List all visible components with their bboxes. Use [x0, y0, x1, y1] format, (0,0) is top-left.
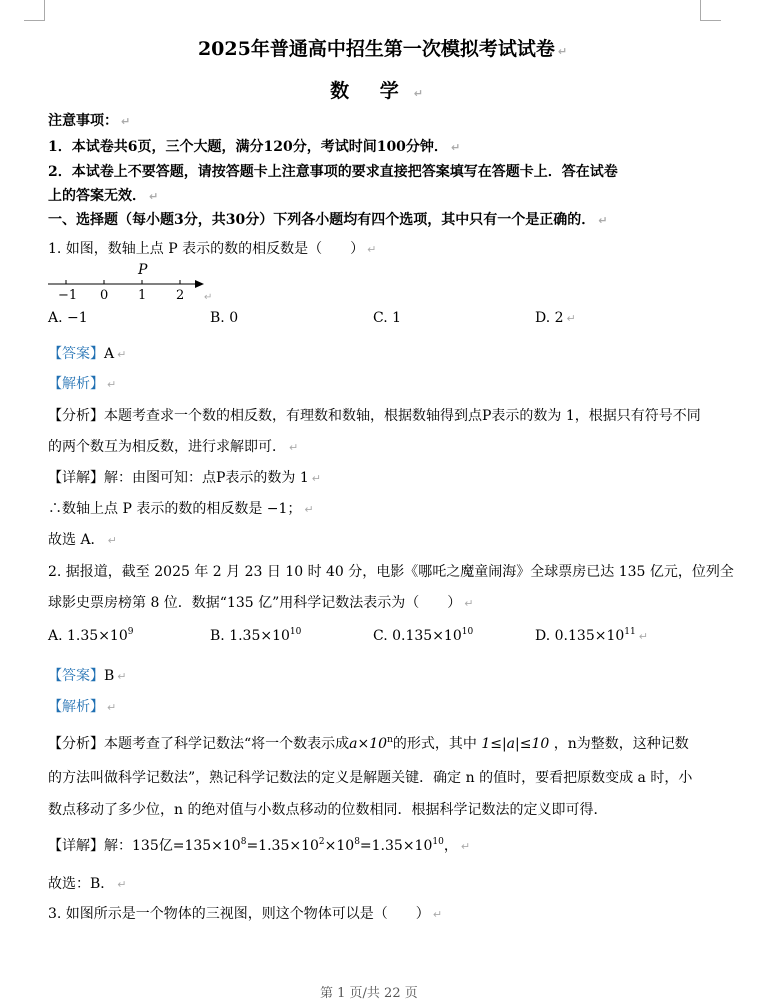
q1-option-a: A. −1: [48, 310, 88, 326]
crop-mark-top-right: [700, 0, 721, 21]
section-1-heading: 一、选择题（每小题3分，共30分）下列各小题均有四个选项，其中只有一个是正确的． ↵: [48, 212, 608, 228]
q1-option-d: D. 2 ↵: [535, 310, 576, 326]
q1-fenxi-line1: 【分析】本题考查求一个数的相反数，有理数和数轴，根据数轴得到点P表示的数为 1，根据只有符号不同: [48, 408, 701, 424]
crop-mark-top-left: [24, 0, 45, 21]
q1-option-c: C. 1: [373, 310, 402, 326]
exam-title: 2025年普通高中招生第一次模拟考试试卷 ↵: [197, 38, 568, 60]
subject-title: 数 学 ↵: [330, 80, 435, 102]
q2-analysis-tag: 【解析】 ↵: [48, 699, 117, 715]
q2-stem-line2: 球影史票房榜第 8 位．数据“135 亿”用科学记数法表示为（ ） ↵: [48, 595, 474, 611]
q2-fenxi-line1: 【分析】本题考查了科学记数法“将一个数表示成$a\times 10^n$的形式，其中 1≤|a|≤10 ，n为整数，这种记数: [48, 735, 689, 752]
q2-fenxi-line3: 数点移动了多少位，n 的绝对值与小数点移动的位数相同．根据科学记数法的定义即可得．: [48, 802, 608, 818]
q2-option-b: B. $1.35\times 10^{10}$: [210, 627, 302, 644]
point-label: P: [138, 262, 148, 278]
q2-option-c: C. $0.135\times 10^{10}$: [373, 627, 474, 644]
tick-label: 2: [176, 288, 185, 303]
q1-fenxi-line2: 的两个数互为相反数，进行求解即可． ↵: [48, 439, 299, 455]
page-footer: 第 1 页/共 22 页: [320, 986, 418, 1001]
q2-option-a: A. $1.35\times 10^9$: [48, 627, 134, 644]
notice-item-2-line2: 上的答案无效． ↵: [48, 188, 159, 204]
q2-choice: 故选：B． ↵: [48, 876, 127, 892]
q2-option-d: D. $0.135\times 10^{11}$ ↵: [535, 627, 648, 644]
q1-answer: 【答案】A ↵: [48, 346, 127, 362]
q2-answer: 【答案】B ↵: [48, 668, 127, 684]
q2-stem-line1: 2. 据报道，截至 2025 年 2 月 23 日 10 时 40 分，电影《哪吒之魔童闹海》全球票房已达 135 亿元，位列全: [48, 564, 734, 580]
tick-label: −1: [58, 288, 78, 303]
q1-detail: 【详解】解：由图可知：点P表示的数为 1 ↵: [48, 470, 321, 486]
notice-item-2-line1: 2．本试卷上不要答题，请按答题卡上注意事项的要求直接把答案填写在答题卡上．答在试卷: [48, 164, 618, 180]
tick-label: 0: [100, 288, 109, 303]
tick-label: 1: [138, 288, 147, 303]
notice-heading: 注意事项： ↵: [48, 113, 131, 129]
q3-stem: 3. 如图所示是一个物体的三视图，则这个物体可以是（ ） ↵: [48, 906, 443, 922]
q1-analysis-tag: 【解析】 ↵: [48, 376, 117, 392]
q2-fenxi-line2: 的方法叫做科学记数法”，熟记科学记数法的定义是解题关键．确定 n 的值时，要看把原数变成 a 时，小: [48, 770, 693, 786]
q1-stem: 1. 如图，数轴上点 P 表示的数的相反数是（ ） ↵: [48, 241, 377, 257]
q2-detail: 【详解】解：135亿$=135\times 10^8=1.35\times 10^2\times 10^8=1.35\times 10^{10}$， ↵: [48, 837, 471, 854]
q1-choice: 故选 A． ↵: [48, 532, 117, 548]
q1-option-b: B. 0: [210, 310, 239, 326]
q1-conclusion: ∴数轴上点 P 表示的数的相反数是 −1； ↵: [48, 501, 314, 517]
q1-number-line: [44, 260, 219, 305]
svg-text:↵: ↵: [204, 292, 213, 303]
notice-item-1: 1．本试卷共6页，三个大题，满分120分，考试时间100分钟． ↵: [48, 139, 461, 155]
